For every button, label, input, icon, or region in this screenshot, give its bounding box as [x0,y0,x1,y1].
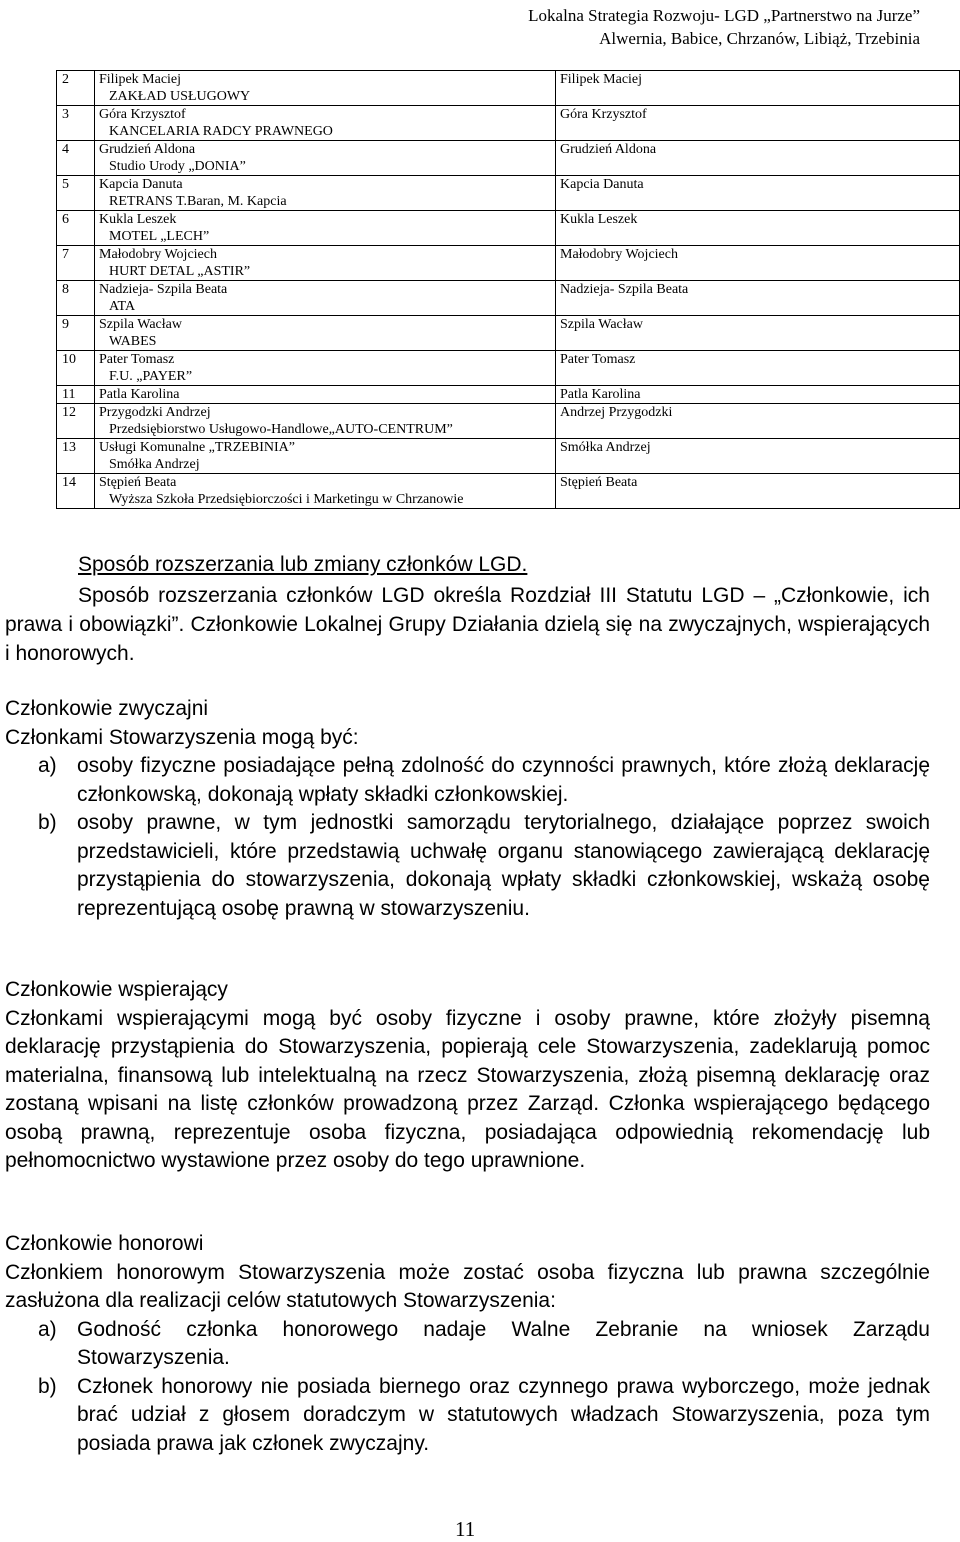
member-name: Małodobry Wojciech [99,247,217,262]
member-detail: Przedsiębiorstwo Usługowo-Handlowe„AUTO-CENTRUM” [109,422,453,437]
item-label: a) [38,1317,57,1341]
honorowi-item-b [5,1373,930,1459]
member-name: Kapcia Danuta [99,177,183,192]
member-name: Patla Karolina [99,387,180,402]
wspierajacy-heading: Członkowie wspierający [5,978,228,1001]
header-line-1: Lokalna Strategia Rozwoju- LGD „Partnerstwo na Jurze” [528,6,920,25]
member-detail: Smółka Andrzej [109,457,200,472]
member-detail: F.U. „PAYER” [109,369,193,384]
table-row [57,404,960,439]
zwyczajni-section [5,695,930,923]
member-detail: ATA [109,299,136,314]
member-name: Szpila Wacław [99,317,182,332]
row-number: 13 [57,439,95,474]
member-cell [95,474,556,509]
table-row [57,386,960,404]
member-name: Pater Tomasz [99,352,175,367]
table-row [57,474,960,509]
table-row [57,439,960,474]
representative: Filipek Maciej [556,71,960,106]
section-intro [5,581,930,668]
representative: Szpila Wacław [556,316,960,351]
page-header [220,4,920,50]
member-cell [95,404,556,439]
item-label: a) [38,754,57,777]
honorowi-item-a [5,1316,930,1373]
member-cell [95,176,556,211]
row-number: 14 [57,474,95,509]
row-number: 6 [57,211,95,246]
member-cell [95,246,556,281]
member-detail: RETRANS T.Baran, M. Kapcia [109,194,287,209]
wspierajacy-section [5,976,930,1176]
representative: Stępień Beata [556,474,960,509]
table-row [57,351,960,386]
member-cell [95,71,556,106]
row-number: 2 [57,71,95,106]
zwyczajni-heading: Członkowie zwyczajni [5,697,209,720]
member-name: Filipek Maciej [99,72,182,87]
representative: Kapcia Danuta [556,176,960,211]
row-number: 7 [57,246,95,281]
row-number: 8 [57,281,95,316]
row-number: 9 [57,316,95,351]
row-number: 11 [57,386,95,404]
member-name: Nadzieja- Szpila Beata [99,282,228,297]
member-name: Kukla Leszek [99,212,177,227]
representative: Góra Krzysztof [556,106,960,141]
member-detail: HURT DETAL „ASTIR” [109,264,251,279]
representative: Andrzej Przygodzki [556,404,960,439]
member-cell [95,211,556,246]
item-label: b) [38,811,57,834]
table-row [57,106,960,141]
representative: Małodobry Wojciech [556,246,960,281]
member-detail: MOTEL „LECH” [109,229,210,244]
representative: Nadzieja- Szpila Beata [556,281,960,316]
member-cell [95,439,556,474]
table-row [57,211,960,246]
header-line-2: Alwernia, Babice, Chrzanów, Libiąż, Trzebinia [599,29,920,48]
page-number: 11 [455,1517,476,1541]
honorowi-heading: Członkowie honorowi [5,1232,204,1255]
member-cell [95,141,556,176]
honorowi-text: Członkiem honorowym Stowarzyszenia może zostać osoba fizyczna lub prawna szczególnie zasłużona dla realizacji celów statutowych Stowarzyszenia: [5,1260,930,1312]
table-row [57,281,960,316]
member-detail: Studio Urody „DONIA” [109,159,246,174]
row-number: 5 [57,176,95,211]
member-cell [95,106,556,141]
member-name: Grudzień Aldona [99,142,196,157]
representative: Smółka Andrzej [556,439,960,474]
representative: Patla Karolina [556,386,960,404]
item-label: b) [38,1374,57,1398]
row-number: 10 [57,351,95,386]
table-row [57,141,960,176]
representative: Pater Tomasz [556,351,960,386]
item-text: osoby fizyczne posiadające pełną zdolność do czynności prawnych, które złożą deklarację członkowską, dokonają wpłaty składki członkowskiej. [77,754,930,806]
table-row [57,71,960,106]
intro-text: Sposób rozszerzania członków LGD określa Rozdział III Statutu LGD – „Członkowie, ich prawa i obowiązki”. Członkowie Lokalnej Grupy Działania dzielą się na zwyczajnych, wspierających i honorowych. [5,584,930,665]
row-number: 3 [57,106,95,141]
honorowi-section [5,1230,930,1458]
item-text: osoby prawne, w tym jednostki samorządu terytorialnego, działające poprzez swoich przedstawicieli, które przedstawią uchwałę organu stanowiącego zawierającą deklarację przystąpienia do stowarzyszenia, dokonają wpłaty składki członkowskiej, wskażą osobę reprezentującą osobę prawną w stowarzyszeniu. [77,811,930,920]
row-number: 12 [57,404,95,439]
members-table [56,70,960,509]
table-row [57,176,960,211]
member-name: Usługi Komunalne „TRZEBINIA” [99,440,295,455]
member-detail: WABES [109,334,157,349]
member-cell [95,316,556,351]
member-cell [95,351,556,386]
representative: Kukla Leszek [556,211,960,246]
member-cell [95,386,556,404]
item-text: Członek honorowy nie posiada biernego oraz czynnego prawa wyborczego, może jednak brać udział z głosem doradczym w statutowych władzach Stowarzyszenia, poza tym posiada prawa jak członek zwyczajny. [77,1374,930,1455]
zwyczajni-lead: Członkami Stowarzyszenia mogą być: [5,725,359,749]
member-cell [95,281,556,316]
representative: Grudzień Aldona [556,141,960,176]
member-detail: ZAKŁAD USŁUGOWY [109,89,251,104]
member-detail: Wyższa Szkoła Przedsiębiorczości i Marketingu w Chrzanowie [109,492,464,507]
section-title: Sposób rozszerzania lub zmiany członków LGD. [78,553,528,576]
row-number: 4 [57,141,95,176]
member-name: Przygodzki Andrzej [99,405,211,420]
item-text: Godność członka honorowego nadaje Walne Zebranie na wniosek Zarządu Stowarzyszenia. [77,1317,930,1369]
table-row [57,246,960,281]
zwyczajni-item-a [5,752,930,809]
member-name: Stępień Beata [99,475,177,490]
wspierajacy-text: Członkami wspierającymi mogą być osoby fizyczne i osoby prawne, które złożyły pisemną deklarację przystąpienia do Stowarzyszenia, popierają cele Stowarzyszenia, zadeklarują pomoc materialna, finansową lub intelektualną na rzecz Stowarzyszenia, złożą pisemną deklarację oraz zostaną wpisani na listę członków prowadzoną przez Zarząd. Członka wspierającego będącego osobą prawną, reprezentuje osoba fizyczna, posiadająca odpowiednią rekomendację lub pełnomocnictwo wystawione przez osoby do tego uprawnione. [5,1006,930,1172]
zwyczajni-item-b [5,809,930,923]
table-row [57,316,960,351]
member-name: Góra Krzysztof [99,107,186,122]
member-detail: KANCELARIA RADCY PRAWNEGO [109,124,333,139]
